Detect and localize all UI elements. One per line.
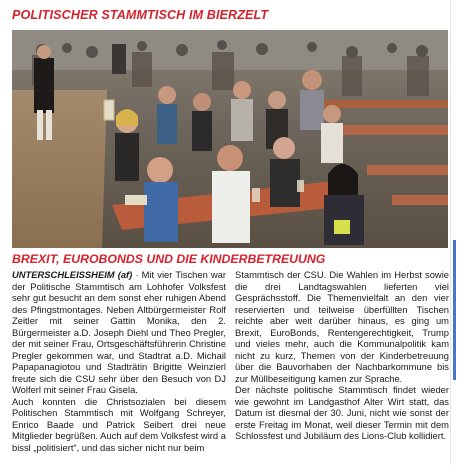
paragraph-4: Der nächste politische Stammtisch findet wieder wie gewohnt im Landgasthof Alter Wirt statt, das Datum ist diesmal der 30. Juni, nicht wie sonst der erste Freitag im Monat, weil dieser Termin mit dem Schlossfest und Jubiläum des Lions-Club kollidiert. xyxy=(235,384,449,441)
dateline: UNTERSCHLEISSHEIM (af) xyxy=(12,269,133,280)
headline-sub: BREXIT, EUROBONDS UND DIE KINDERBETREUUNG xyxy=(12,252,326,266)
accent-bar xyxy=(453,240,456,380)
page-edge-strip xyxy=(450,0,458,465)
article-photo xyxy=(12,30,448,248)
paragraph-1 xyxy=(12,269,226,396)
article-column-right xyxy=(235,269,449,442)
paragraph-2: Auch konnten die Christsozialen bei diesem Politischen Stammtisch mit Wolfgang Schreyer, Enrico Baade und Patrick Seibert drei neue Mitglieder begrüßen. Auch auf dem Volksfest wird a bissl „politisiert“, und das sicher nicht nur beim xyxy=(12,395,226,453)
headline-top: POLITISCHER STAMMTISCH IM BIERZELT xyxy=(12,8,269,22)
paragraph-1-text: · Mit vier Tischen war der Politische Stammtisch am Lohhofer Volksfest sehr gut besucht an dem sonst eher ruhigen Abend des Pfingstmontages. Neben Altbürgermeister Rolf Zeitler mit seiner Gattin Monika, den 2. Bürgermeister a.D. Joseph Diehl und Theo Pregler, der mit seiner Frau, Ortsgeschäftsführerin Christine Pregler gekommen war, und Stadtrat a.D. Michail Papapanagiotou und Stadträtin Brigitte Weinzierl freute sich die CSU sehr über den Besuch von DJ Wolferl mit seiner Frau Gisela. xyxy=(12,269,227,395)
paragraph-3: Stammtisch der CSU. Die Wahlen im Herbst sowie die drei Landtagswahlen lieferten viel Gesprächsstoff. Die Themenvielfalt an den vier reservierten und teilweise überfüllten Tischen reichte aber weit darüber hinaus, es ging um Brexit, EuroBonds, Rentengerechtigkeit, Trump und vieles mehr, auch die Kommunalpolitik kam nicht zu kurz, Themen von der Kinderbetreuung über die Bauvorhaben der Nachbarkommune bis zur Müllbeseitigung kamen zur Sprache. xyxy=(235,269,449,384)
article-column-left xyxy=(12,269,226,453)
